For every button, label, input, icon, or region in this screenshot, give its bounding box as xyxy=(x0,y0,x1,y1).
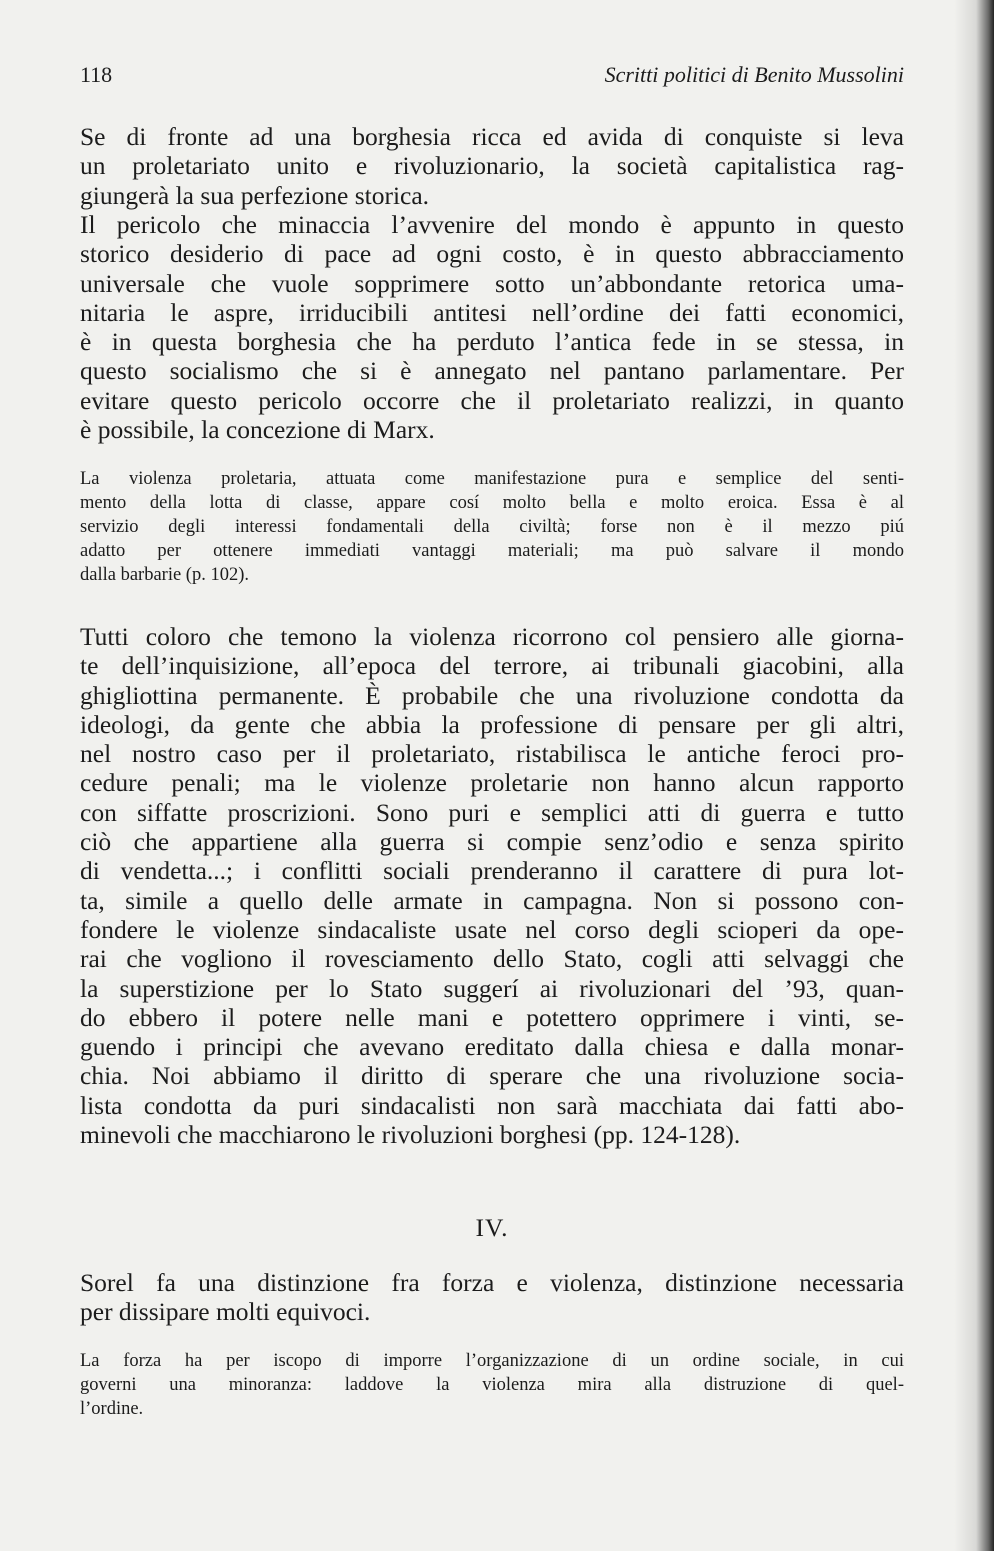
text-line: nitaria le aspre, irriducibili antitesi nell’ordine dei fatti economici, xyxy=(80,297,904,327)
text-line: è possibile, la concezione di Marx. xyxy=(80,415,435,445)
text-line: con siffatte proscrizioni. Sono puri e semplici atti di guerra e tutto xyxy=(80,797,904,827)
page-edge-shadow xyxy=(954,0,994,1551)
text-line: te dell’inquisizione, all’epoca del terrore, ai tribunali giacobini, alla xyxy=(80,651,904,681)
text-line: fondere le violenze sindacaliste usate nel corso degli scioperi da ope- xyxy=(80,914,904,944)
text-line: un proletariato unito e rivoluzionario, la società capitalistica rag- xyxy=(80,151,904,181)
text-line: storico desiderio di pace ad ogni costo, è in questo abbracciamento xyxy=(80,239,904,269)
quote-line: mento della lotta di classe, appare cosí molto bella e molto eroica. Essa è al xyxy=(80,493,904,514)
text-line: chia. Noi abbiamo il diritto di sperare che una rivoluzione socia- xyxy=(80,1061,904,1091)
paragraph-4 xyxy=(80,1268,904,1327)
text-line: Sorel fa una distinzione fra forza e violenza, distinzione necessaria xyxy=(80,1268,904,1297)
text-line: cedure penali; ma le violenze proletarie non hanno alcun rapporto xyxy=(80,768,904,798)
text-line: per dissipare molti equivoci. xyxy=(80,1297,371,1327)
quote-line: l’ordine. xyxy=(80,1399,144,1420)
text-line: do ebbero il potere nelle mani e potettero opprimere i vinti, se- xyxy=(80,1002,904,1032)
text-line: universale che vuole sopprimere sotto un’abbondante retorica uma- xyxy=(80,268,904,298)
block-quote-2 xyxy=(80,1349,904,1421)
text-line: ta, simile a quello delle armate in campagna. Non si possono con- xyxy=(80,885,904,915)
quote-line: dalla barbarie (p. 102). xyxy=(80,565,249,586)
text-line: nel nostro caso per il proletariato, ristabilisca le antiche feroci pro- xyxy=(80,739,904,769)
text-line: giungerà la sua perfezione storica. xyxy=(80,180,430,210)
text-line: la superstizione per lo Stato suggerí ai rivoluzionari del ’93, quan- xyxy=(80,973,904,1003)
quote-line: La forza ha per iscopo di imporre l’organizzazione di un ordine sociale, in cui xyxy=(80,1351,904,1371)
text-line: guendo i principi che avevano ereditato dalla chiesa e dalla monar- xyxy=(80,1032,904,1062)
text-line: ideologi, da gente che abbia la professione di pensare per gli altri, xyxy=(80,709,904,739)
quote-line: servizio degli interessi fondamentali della civiltà; forse non è il mezzo piú xyxy=(80,517,904,538)
paragraph-3 xyxy=(80,622,904,1149)
quote-line: governi una minoranza: laddove la violenza mira alla distruzione di quel- xyxy=(80,1375,904,1396)
block-quote-1 xyxy=(80,467,904,587)
text-line: questo socialismo che si è annegato nel pantano parlamentare. Per xyxy=(80,356,904,386)
text-line: ciò che appartiene alla guerra si compie senz’odio e senza spirito xyxy=(80,827,904,857)
page-number: 118 xyxy=(80,62,113,87)
text-line: rai che vogliono il rovesciamento dello Stato, cogli atti selvaggi che xyxy=(80,944,904,974)
text-line: Tutti coloro che temono la violenza ricorrono col pensiero alle giorna- xyxy=(80,622,904,651)
section-heading: IV. xyxy=(475,1213,509,1242)
paragraph-1 xyxy=(80,122,904,210)
text-line: di vendetta...; i conflitti sociali prenderanno il carattere di pura lot- xyxy=(80,856,904,886)
text-line: lista condotta da puri sindacalisti non sarà macchiata dai fatti abo- xyxy=(80,1090,904,1120)
text-line: minevoli che macchiarono le rivoluzioni borghesi (pp. 124-128). xyxy=(80,1120,741,1150)
text-line: è in questa borghesia che ha perduto l’antica fede in se stessa, in xyxy=(80,327,904,357)
paragraph-2 xyxy=(80,210,904,444)
quote-line: La violenza proletaria, attuata come manifestazione pura e semplice del senti- xyxy=(80,469,904,489)
running-head: Scritti politici di Benito Mussolini xyxy=(604,62,904,87)
text-line: Il pericolo che minaccia l’avvenire del mondo è appunto in questo xyxy=(80,210,904,239)
text-line: Se di fronte ad una borghesia ricca ed avida di conquiste si leva xyxy=(80,122,904,151)
quote-line: adatto per ottenere immediati vantaggi materiali; ma può salvare il mondo xyxy=(80,541,904,562)
text-line: ghigliottina permanente. È probabile che una rivoluzione condotta da xyxy=(80,680,904,710)
page-header xyxy=(80,62,904,92)
text-line: evitare questo pericolo occorre che il proletariato realizzi, in quanto xyxy=(80,385,904,415)
